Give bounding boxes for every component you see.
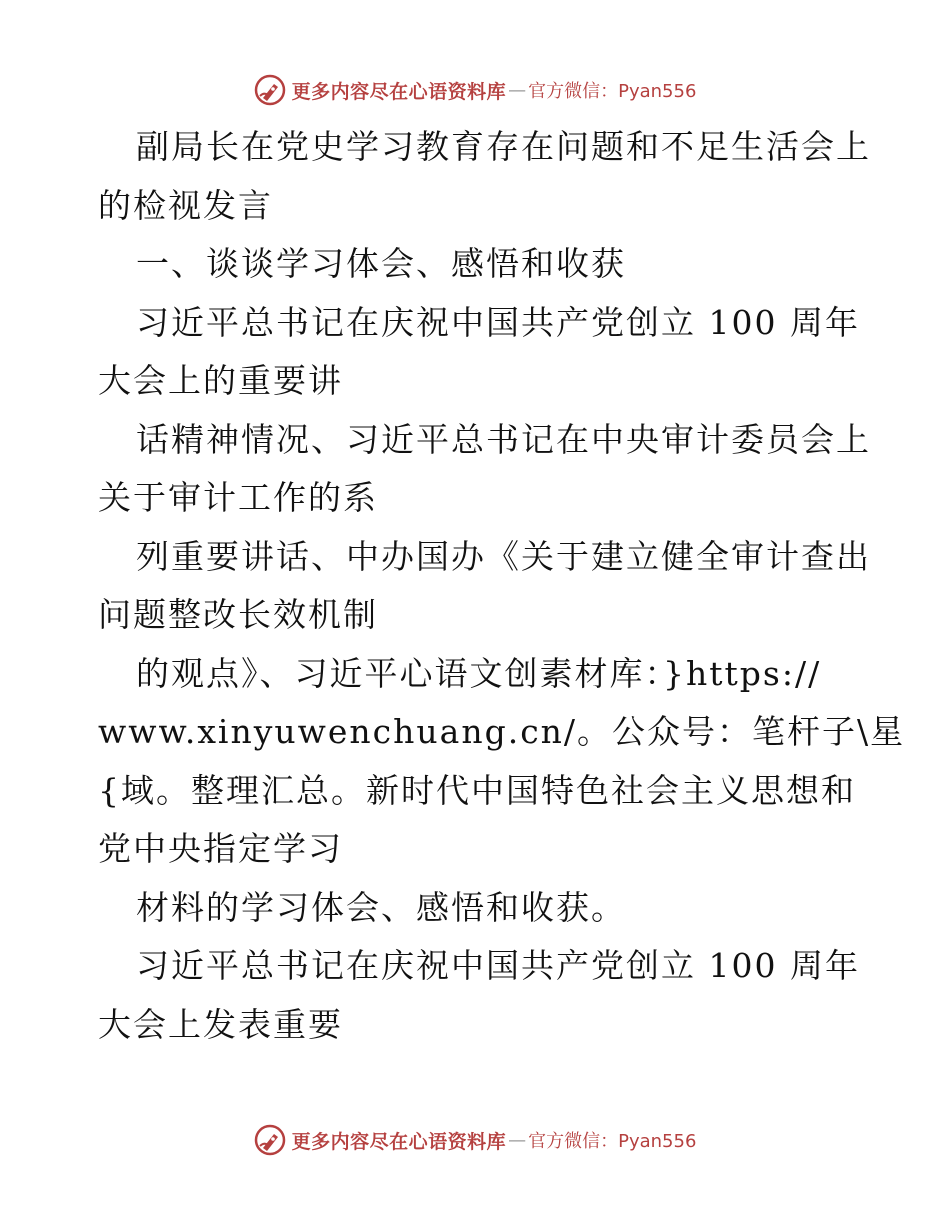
document-body xyxy=(98,118,906,1054)
banner-main-text: 更多内容尽在心语资料库 xyxy=(291,80,507,103)
footer-banner xyxy=(0,1120,950,1160)
title-line-1: 副局长在党史学习教育存在问题和不足生活会上 xyxy=(136,127,871,166)
title-line-2: 的检视发言 xyxy=(98,185,273,225)
paragraph-line: 关于审计工作的系 xyxy=(98,478,378,517)
paragraph-line: 大会上发表重要 xyxy=(98,1004,343,1044)
banner-separator: — xyxy=(508,1129,527,1151)
paragraph-line: {域。整理汇总。新时代中国特色社会主义思想和 xyxy=(98,770,856,810)
paragraph-line: 大会上的重要讲 xyxy=(98,361,343,400)
paragraph-line: 材料的学习体会、感悟和收获。 xyxy=(136,887,626,927)
pen-nib-logo-icon xyxy=(254,1124,286,1156)
paragraph-line: 的观点》、习近平心语文创素材库：}https:// xyxy=(136,653,822,693)
paragraph-line: 列重要讲话、中办国办《关于建立健全审计查出 xyxy=(136,536,871,576)
section-heading: 一、谈谈学习体会、感悟和收获 xyxy=(136,244,626,283)
paragraph-line: 问题整改长效机制 xyxy=(98,595,378,634)
header-banner xyxy=(0,70,950,110)
paragraph-line: 党中央指定学习 xyxy=(98,829,343,868)
paragraph-line: 习近平总书记在庆祝中国共产党创立 100 周年 xyxy=(136,946,860,985)
paragraph-line: www.xinyuwenchuang.cn/。公众号：笔杆子\星 xyxy=(98,712,906,751)
banner-wechat-text: 官方微信：Pyan556 xyxy=(528,81,697,102)
banner-separator: — xyxy=(508,79,527,101)
paragraph-line: 习近平总书记在庆祝中国共产党创立 100 周年 xyxy=(136,302,860,342)
banner-main-text: 更多内容尽在心语资料库 xyxy=(291,1130,507,1153)
banner-wechat-text: 官方微信：Pyan556 xyxy=(528,1131,697,1152)
pen-nib-logo-icon xyxy=(254,74,286,106)
paragraph-line: 话精神情况、习近平总书记在中央审计委员会上 xyxy=(136,419,871,459)
